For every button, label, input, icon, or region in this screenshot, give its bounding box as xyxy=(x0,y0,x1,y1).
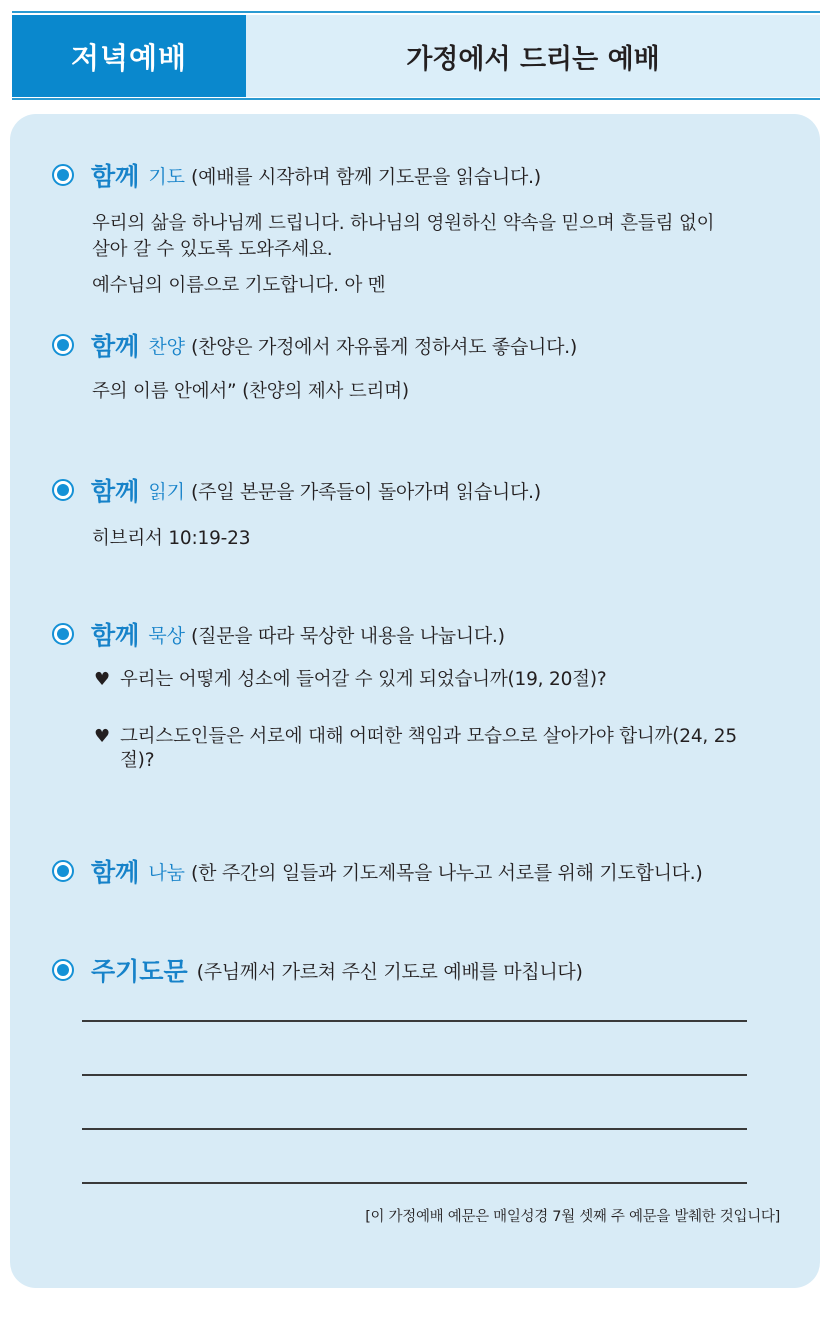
writing-line xyxy=(82,1182,747,1184)
section-lords-prayer xyxy=(52,952,792,988)
section-heading xyxy=(52,952,792,988)
page-title: 가정에서 드리는 예배 xyxy=(406,43,660,75)
header-bottom-rule xyxy=(12,98,820,100)
bullet-icon xyxy=(52,164,74,186)
section-kind: 읽기 xyxy=(148,480,186,503)
heart-icon: ♥ xyxy=(94,726,110,747)
writing-line xyxy=(82,1074,747,1076)
header-banner xyxy=(12,15,820,97)
together-label: 함께 xyxy=(91,858,140,887)
section-note: (주님께서 가르쳐 주신 기도로 예배를 마칩니다) xyxy=(196,960,583,983)
section-note: (예배를 시작하며 함께 기도문을 읽습니다.) xyxy=(191,165,541,188)
heart-icon: ♥ xyxy=(94,669,110,690)
together-label: 함께 xyxy=(91,332,140,361)
bullet-icon xyxy=(52,623,74,645)
section-note: (주일 본문을 가족들이 돌아가며 읽습니다.) xyxy=(191,480,541,503)
section-note: (질문을 따라 묵상한 내용을 나눕니다.) xyxy=(191,624,505,647)
section-sharing xyxy=(52,853,792,889)
bullet-icon xyxy=(52,860,74,882)
question-item xyxy=(94,725,792,773)
prayer-line: 예수님의 이름으로 기도합니다. 아 멘 xyxy=(92,275,386,296)
section-reading xyxy=(52,472,792,552)
section-heading xyxy=(52,616,792,652)
together-label: 함께 xyxy=(91,162,140,191)
section-note: (한 주간의 일들과 기도제목을 나누고 서로를 위해 기도합니다.) xyxy=(191,861,703,884)
bullet-icon xyxy=(52,479,74,501)
section-praise xyxy=(52,327,792,405)
bullet-icon xyxy=(52,959,74,981)
section-kind: 기도 xyxy=(148,165,186,188)
source-footnote: [이 가정예배 예문은 매일성경 7월 셋째 주 예문을 발췌한 것입니다] xyxy=(365,1209,780,1225)
together-label: 함께 xyxy=(91,477,140,506)
lords-prayer-title: 주기도문 xyxy=(91,957,188,986)
section-heading xyxy=(52,157,792,193)
bullet-icon xyxy=(52,334,74,356)
section-kind: 묵상 xyxy=(148,624,186,647)
section-meditation xyxy=(52,616,792,773)
question-item xyxy=(94,668,792,692)
question-text: 그리스도인들은 서로에 대해 어떠한 책임과 모습으로 살아가야 합니까(24, 25 xyxy=(120,726,737,747)
prayer-text xyxy=(92,211,792,299)
writing-line xyxy=(82,1128,747,1130)
prayer-line: 살아 갈 수 있도록 도와주세요. xyxy=(92,239,333,260)
praise-text: 주의 이름 안에서” (찬양의 제사 드리며) xyxy=(92,381,409,402)
section-kind: 나눔 xyxy=(148,861,186,884)
question-text: 절)? xyxy=(120,750,155,771)
header-top-rule xyxy=(12,11,820,13)
reading-passage: 히브리서 10:19-23 xyxy=(92,528,251,549)
question-text: 우리는 어떻게 성소에 들어갈 수 있게 되었습니까(19, 20절)? xyxy=(120,669,607,690)
section-prayer xyxy=(52,157,792,299)
header-tag: 저녁예배 xyxy=(12,15,246,97)
prayer-line: 우리의 삶을 하나님께 드립니다. 하나님의 영원하신 약속을 믿으며 흔들림 없이 xyxy=(92,213,715,234)
section-heading xyxy=(52,853,792,889)
together-label: 함께 xyxy=(91,621,140,650)
writing-line xyxy=(82,1020,747,1022)
section-note: (찬양은 가정에서 자유롭게 정하셔도 좋습니다.) xyxy=(191,335,577,358)
section-heading xyxy=(52,472,792,508)
section-heading xyxy=(52,327,792,363)
section-kind: 찬양 xyxy=(148,335,186,358)
